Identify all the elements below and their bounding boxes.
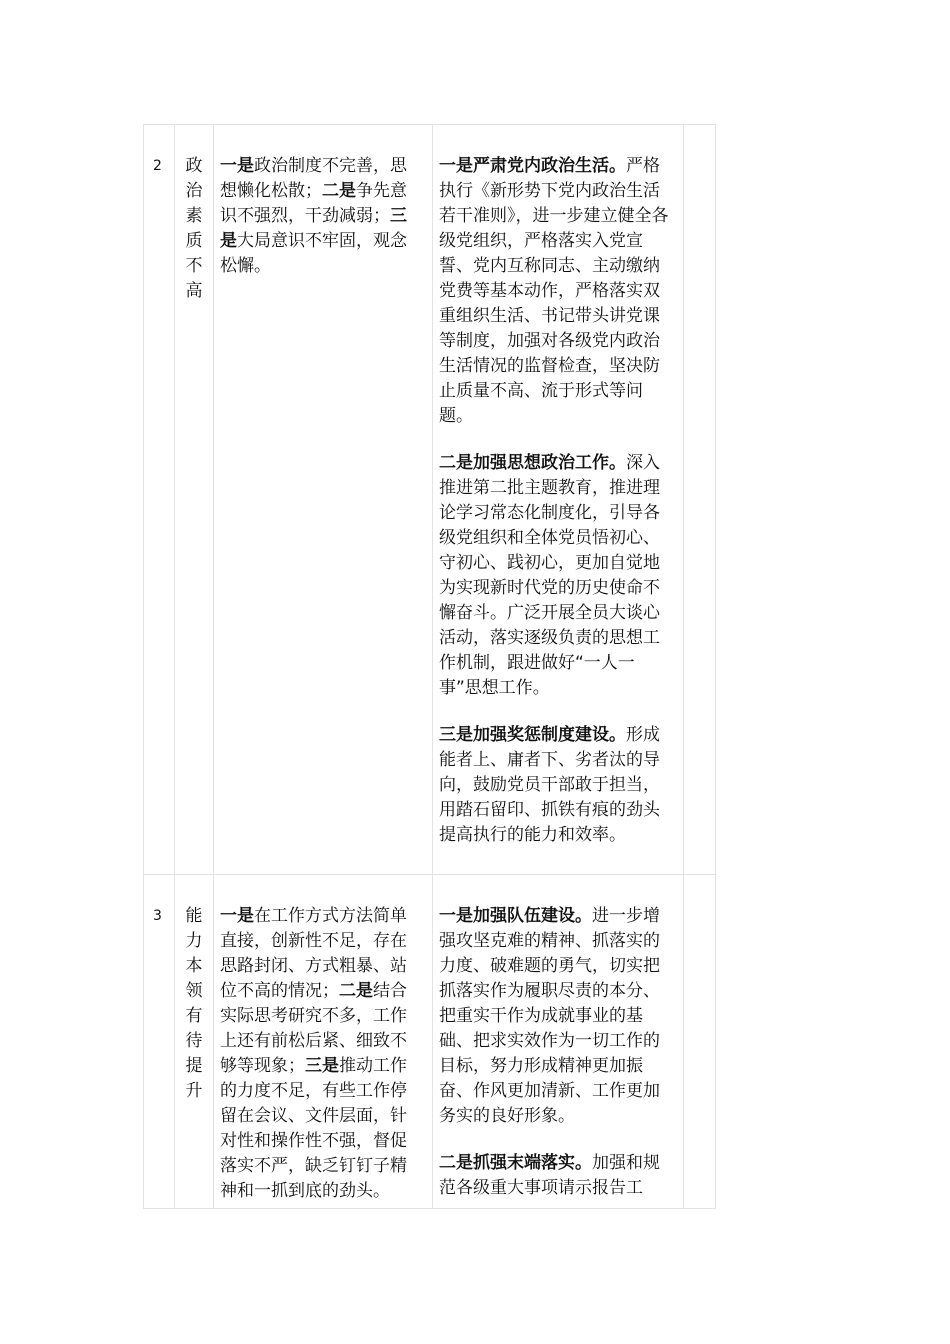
measures-cell bbox=[439, 904, 670, 1201]
title-char: 高 bbox=[185, 281, 203, 301]
measure-text: 深入推进第二批主题教育，推进理论学习常态化制度化，引导各级党组织和全体党员悟初心、守初心、践初心，更加自觉地为实现新时代党的历史使命不懈奋斗。广泛开展全员大谈心活动，落实逐级负责的思想工作机制，跟进做好“一人一事”思想工作。 bbox=[439, 453, 660, 698]
column-divider bbox=[432, 124, 433, 1209]
row-number: 2 bbox=[153, 158, 162, 174]
column-divider bbox=[213, 124, 214, 1209]
problem-text: 结合实际思考研究不多，工作上还有前松后紧、细致不够等现象； bbox=[220, 981, 407, 1076]
measure-text: 进一步增强攻坚克难的精神、抓落实的力度、破难题的勇气，切实把抓落实作为履职尽责的本分、把重实干作为成就事业的基础、把求实效作为一切工作的目标，努力形成精神更加振奋、作风更加清新、工作更加务实的良好形象。 bbox=[439, 906, 660, 1126]
measure-paragraph bbox=[439, 1151, 670, 1201]
measures-cell bbox=[439, 154, 670, 848]
row-title bbox=[184, 154, 204, 304]
problem-text: 政治制度不完善，思想懒化松散； bbox=[220, 156, 407, 201]
row-divider bbox=[143, 874, 716, 875]
title-char: 升 bbox=[185, 1081, 203, 1101]
measure-heading: 一是加强队伍建设。 bbox=[439, 906, 592, 926]
title-char: 待 bbox=[185, 1031, 203, 1051]
row-title bbox=[184, 904, 204, 1104]
title-char: 领 bbox=[185, 981, 203, 1001]
problem-text: 大局意识不牢固，观念松懈。 bbox=[220, 231, 407, 276]
problems-cell bbox=[220, 154, 417, 279]
problems-cell bbox=[220, 904, 417, 1204]
measure-text: 加强和规范各级重大事项请示报告工 bbox=[439, 1153, 660, 1198]
measure-paragraph bbox=[439, 904, 670, 1129]
title-char: 能 bbox=[185, 906, 203, 926]
problem-marker: 三是 bbox=[220, 206, 407, 251]
measure-paragraph bbox=[439, 451, 670, 701]
column-divider bbox=[683, 124, 684, 1209]
column-divider bbox=[174, 124, 175, 1209]
measure-paragraph bbox=[439, 723, 670, 848]
problem-marker: 二是 bbox=[339, 981, 373, 1001]
measure-heading: 二是加强思想政治工作。 bbox=[439, 453, 626, 473]
title-char: 素 bbox=[185, 206, 203, 226]
measure-paragraph bbox=[439, 154, 670, 429]
title-char: 有 bbox=[185, 1006, 203, 1026]
problem-marker: 三是 bbox=[305, 1056, 339, 1076]
title-char: 质 bbox=[185, 231, 203, 251]
title-char: 本 bbox=[185, 956, 203, 976]
problem-marker: 一是 bbox=[220, 906, 254, 926]
problem-text: 争先意识不强烈，干劲减弱； bbox=[220, 181, 407, 226]
problem-marker: 二是 bbox=[322, 181, 356, 201]
measure-heading: 一是严肃党内政治生活。 bbox=[439, 156, 626, 176]
problem-marker: 一是 bbox=[220, 156, 254, 176]
title-char: 治 bbox=[185, 181, 203, 201]
measure-text: 形成能者上、庸者下、劣者汰的导向，鼓励党员干部敢于担当，用踏石留印、抓铁有痕的劲头提高执行的能力和效率。 bbox=[439, 725, 660, 845]
problem-text: 在工作方式方法简单直接，创新性不足，存在思路封闭、方式粗暴、站位不高的情况； bbox=[220, 906, 407, 1001]
title-char: 力 bbox=[185, 931, 203, 951]
problem-text: 推动工作的力度不足，有些工作停留在会议、文件层面，针对性和操作性不强，督促落实不严，缺乏钉钉子精神和一抓到底的劲头。 bbox=[220, 1056, 407, 1201]
row-number: 3 bbox=[153, 908, 162, 924]
measure-heading: 三是加强奖惩制度建设。 bbox=[439, 725, 626, 745]
measure-heading: 二是抓强末端落实。 bbox=[439, 1153, 592, 1173]
title-char: 不 bbox=[185, 256, 203, 276]
title-char: 政 bbox=[185, 156, 203, 176]
measure-text: 严格执行《新形势下党内政治生活若干准则》，进一步建立健全各级党组织，严格落实入党宣誓、党内互称同志、主动缴纳党费等基本动作，严格落实双重组织生活、书记带头讲党课等制度，加强对各级党内政治生活情况的监督检查，坚决防止质量不高、流于形式等问题。 bbox=[439, 156, 669, 426]
title-char: 提 bbox=[185, 1056, 203, 1076]
table bbox=[143, 124, 716, 1209]
